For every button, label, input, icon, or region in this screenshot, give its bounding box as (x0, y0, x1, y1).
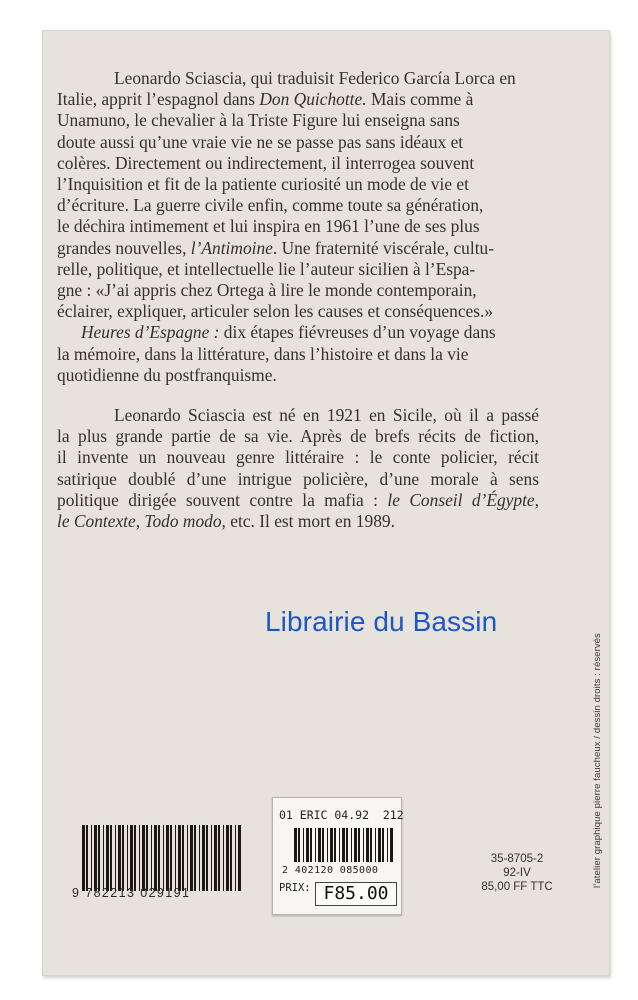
text-line: quotidienne du postfranquisme. (57, 364, 277, 385)
sticker-code-line: 01 ERIC 04.92 212 (279, 808, 404, 822)
text-line: d’écriture. La guerre civile enfin, comme toute sa génération, (57, 195, 484, 216)
text-line: il invente un nouveau genre littéraire : le conte policier, récit (57, 447, 539, 468)
isbn-barcode (82, 825, 244, 891)
reference-code: 35-8705-2 (490, 853, 544, 865)
text-line: relle, politique, et intellectuelle lie l’auteur sicilien à l’Espa- (57, 258, 476, 279)
text-line: le déchira intimement et lui inspira en 1961 l’une de ses plus (57, 216, 480, 237)
sticker-price-value: F85.00 (315, 882, 397, 906)
reference-price: 85,00 FF TTC (481, 881, 553, 893)
title-conseil-d-egypte: le Conseil d’Égypte, (387, 489, 539, 510)
bookshop-watermark: Librairie du Bassin (265, 606, 498, 637)
design-credits: l’atelier graphique pierre faucheux / dessin droits : réservés (592, 633, 603, 888)
isbn-number: 9 782213 029191 (72, 886, 191, 900)
title-antimoine: l’Antimoine (190, 237, 273, 258)
sticker-prix-label: PRIX: (279, 882, 311, 894)
synopsis-paragraph (57, 68, 539, 386)
text-line: la plus grande partie de sa vie. Après de brefs récits de fiction, (57, 426, 539, 447)
text-line: colères. Directement ou indirectement, il interrogea souvent (57, 152, 475, 173)
price-sticker (272, 797, 402, 915)
text-line: Unamuno, le chevalier à la Triste Figure lui enseigna sans (57, 110, 460, 131)
title-contexte-todo-modo: le Contexte, Todo modo, (57, 511, 226, 532)
text-line: satirique doublé d’une intrigue policière, d’une morale à sens (57, 468, 539, 489)
text-line: Leonardo Sciascia est né en 1921 en Sicile, où il a passé (114, 405, 539, 425)
text-line: doute aussi qu’une vraie vie ne se passe pas sans idéaux et (57, 131, 464, 152)
text-line: Heures d’Espagne : dix étapes fiévreuses d’un voyage dans (81, 322, 496, 343)
text-line: éclairer, expliquer, articuler selon les causes et conséquences.» (57, 301, 494, 322)
author-bio-paragraph (57, 405, 539, 532)
publisher-references (478, 852, 556, 894)
sticker-ean-line: 2 402120 085000 (282, 865, 379, 876)
text-line: Italie, apprit l’espagnol dans Don Quichotte. Mais comme à (57, 89, 474, 110)
text-line: politique dirigée souvent contre la mafia : le Conseil d’Égypte, (57, 489, 539, 510)
text-line: la mémoire, dans la littérature, dans l’histoire et dans la vie (57, 343, 469, 364)
text-line: gne : «J’ai appris chez Ortega à lire le monde contemporain, (57, 280, 477, 301)
text-line: l’Inquisition et fit de la patiente curiosité un mode de vie et (57, 174, 469, 195)
text-line: grandes nouvelles, l’Antimoine. Une fraternité viscérale, cultu- (57, 237, 495, 258)
text-line: Leonardo Sciascia, qui traduisit Federico García Lorca en (114, 68, 516, 88)
text-line: le Contexte, Todo modo, etc. Il est mort en 1989. (57, 511, 395, 532)
title-don-quichotte: Don Quichotte. (259, 89, 367, 110)
title-heures-d-espagne: Heures d’Espagne : (81, 322, 220, 343)
reference-edition: 92-IV (503, 867, 531, 879)
